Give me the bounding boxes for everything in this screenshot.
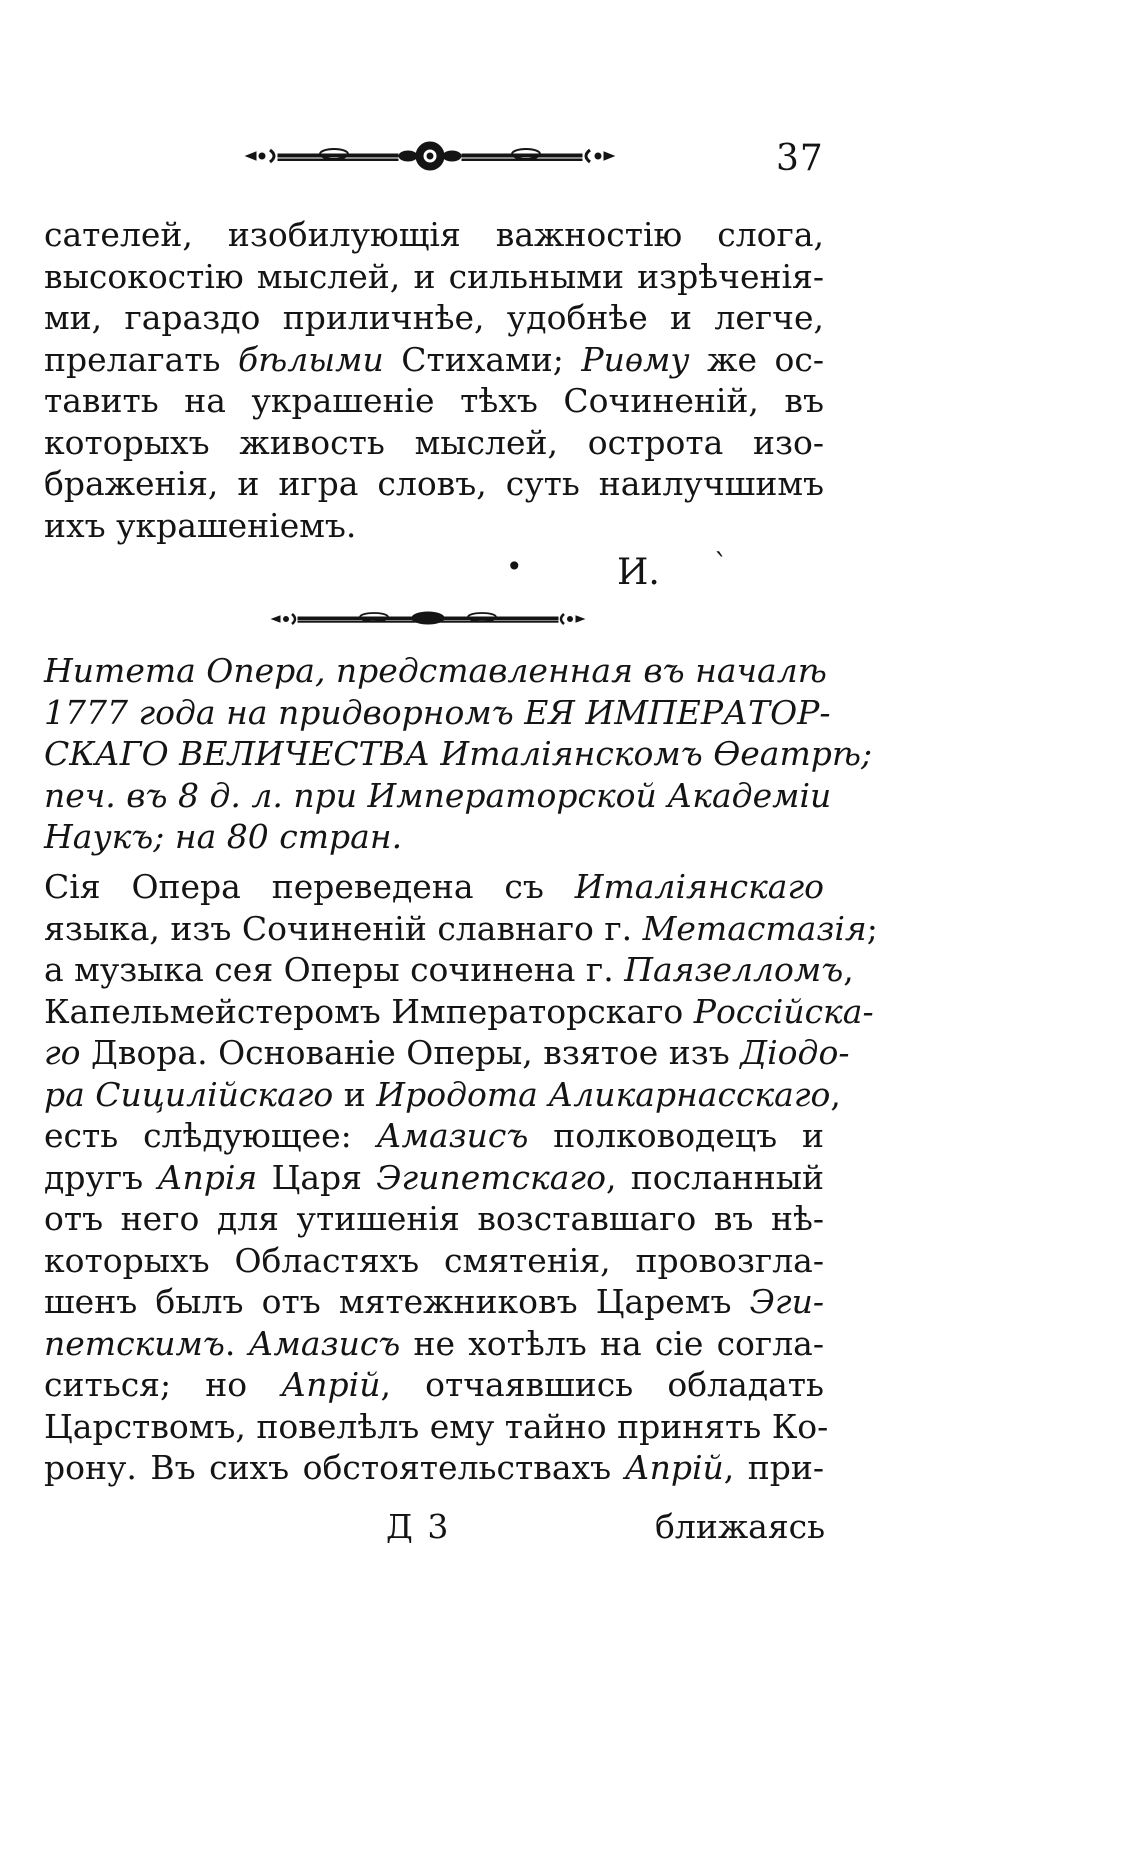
- text-run: же ос-: [689, 339, 824, 379]
- text-run: Царствомъ, повелѣлъ ему тайно принять Ко-: [44, 1406, 829, 1446]
- text-line: [44, 1032, 850, 1074]
- text-line: [44, 1323, 824, 1365]
- italic-run: Эги-: [749, 1282, 824, 1321]
- text-run: 1777 года на придворномъ ЕЯ ИМПЕРАТОР-: [44, 692, 831, 732]
- text-run: .: [224, 1323, 249, 1363]
- text-run: и: [333, 1074, 377, 1114]
- italic-run: Россійска-: [693, 991, 874, 1031]
- text-run: СКАГО ВЕЛИЧЕСТВА Италіянскомъ Ѳеатрѣ;: [44, 734, 873, 773]
- text-run: Капельмейстеромъ Императорскаго: [44, 991, 694, 1031]
- text-run: которыхъ Областяхъ смятенія, провозгла-: [44, 1240, 824, 1280]
- text-line: [44, 1240, 824, 1282]
- text-run: языка, изъ Сочиненій славнаго г.: [44, 908, 643, 948]
- text-run: шенъ былъ отъ мятежниковъ Царемъ: [44, 1282, 750, 1321]
- italic-run: Метастазія: [642, 908, 867, 948]
- text-line: [44, 733, 873, 775]
- text-run: рону. Въ сихъ обстоятельствахъ: [44, 1448, 625, 1487]
- signature-mark: Д 3: [386, 1507, 451, 1546]
- text-run: полководецъ и: [528, 1116, 824, 1155]
- italic-run: Апрій: [624, 1448, 724, 1487]
- header-ornament: [244, 138, 616, 174]
- text-line: [44, 949, 854, 991]
- italic-run: бѣлыми: [238, 339, 384, 379]
- paragraph-continued: [44, 214, 824, 546]
- text-run: не хотѣлъ на сіе согла-: [400, 1323, 824, 1363]
- text-line: [44, 339, 824, 381]
- text-run: , посланный: [605, 1157, 824, 1197]
- text-line: [44, 1364, 824, 1406]
- paragraph-description: [44, 866, 878, 1489]
- text-run: другъ: [44, 1157, 158, 1197]
- text-run: ситься; но: [44, 1365, 282, 1404]
- italic-run: Апрій: [281, 1365, 381, 1404]
- text-run: Стихами;: [383, 339, 582, 379]
- text-line: ихъ украшеніемъ.: [44, 505, 357, 545]
- text-line: [44, 775, 832, 817]
- text-run: , отчаявшись обладать: [380, 1365, 824, 1404]
- text-run: ;: [866, 908, 878, 948]
- italic-run: Эгипетскаго: [376, 1157, 606, 1197]
- text-run: Нитета Опера, представленная въ началѣ: [44, 651, 827, 690]
- text-run: Сія Опера переведена съ: [44, 867, 575, 906]
- text-run: есть слѣдующее:: [44, 1116, 377, 1155]
- italic-run: Амазисъ: [248, 1323, 401, 1363]
- catchword: ближаясь: [655, 1507, 826, 1546]
- italic-run: петскимъ: [44, 1323, 225, 1363]
- text-run: ,: [830, 1074, 841, 1114]
- italic-run: Діодо-: [740, 1033, 850, 1072]
- text-line: высокостію мыслей, и сильными изрѣченія-: [44, 256, 824, 296]
- italic-run: Апрія: [157, 1157, 258, 1197]
- italic-run: Амазисъ: [376, 1116, 529, 1155]
- page-number: 37: [776, 138, 824, 179]
- text-line: тавить на украшеніе тѣхъ Сочиненій, въ: [44, 381, 824, 420]
- entry-title: [44, 650, 873, 858]
- text-run: Двора. Основаніе Оперы, взятое изъ: [80, 1033, 741, 1072]
- text-run: , при-: [723, 1448, 825, 1487]
- text-line: [44, 650, 827, 692]
- text-run: прелагать: [44, 339, 238, 379]
- text-line: [44, 1074, 841, 1116]
- section-ornament: [270, 606, 586, 632]
- text-line: сателей, изобилующія важностію слога,: [44, 215, 824, 254]
- text-line: [44, 816, 824, 858]
- text-run: а музыка сея Оперы сочинена г.: [44, 950, 625, 989]
- text-run: ,: [843, 950, 854, 989]
- italic-run: го: [44, 1033, 81, 1072]
- text-run: печ. въ 8 д. л. при Императорской Академіи: [44, 775, 832, 815]
- text-line: [44, 1198, 824, 1240]
- text-line: [44, 1115, 824, 1157]
- italic-run: Риѳму: [581, 339, 690, 379]
- italic-run: Иродота Аликарнасскаго: [376, 1074, 831, 1114]
- text-line: [44, 1281, 824, 1323]
- text-line: которыхъ живость мыслей, острота изо-: [44, 422, 824, 462]
- text-run: Царя: [257, 1157, 377, 1197]
- text-line: [44, 908, 878, 950]
- text-line: ми, гараздо приличнѣе, удобнѣе и легче,: [44, 298, 824, 337]
- text-line: браженія, и игра словъ, суть наилучшимъ: [44, 464, 824, 503]
- text-line: [44, 692, 831, 734]
- text-line: [44, 1406, 829, 1448]
- stray-mark: •: [506, 550, 523, 583]
- text-line: [44, 866, 824, 908]
- italic-run: Паязелломъ: [624, 950, 844, 989]
- text-run: Наукъ; на 80 стран.: [44, 817, 403, 856]
- stray-mark: ˋ: [714, 548, 728, 581]
- italic-run: ра Сицилійскаго: [44, 1074, 334, 1114]
- italic-run: Италіянскаго: [574, 867, 824, 906]
- section-numeral: И.: [617, 552, 660, 593]
- text-line: [44, 1447, 824, 1489]
- text-run: отъ него для утишенія возставшаго въ нѣ-: [44, 1199, 824, 1238]
- text-line: [44, 991, 874, 1033]
- text-line: [44, 1157, 824, 1199]
